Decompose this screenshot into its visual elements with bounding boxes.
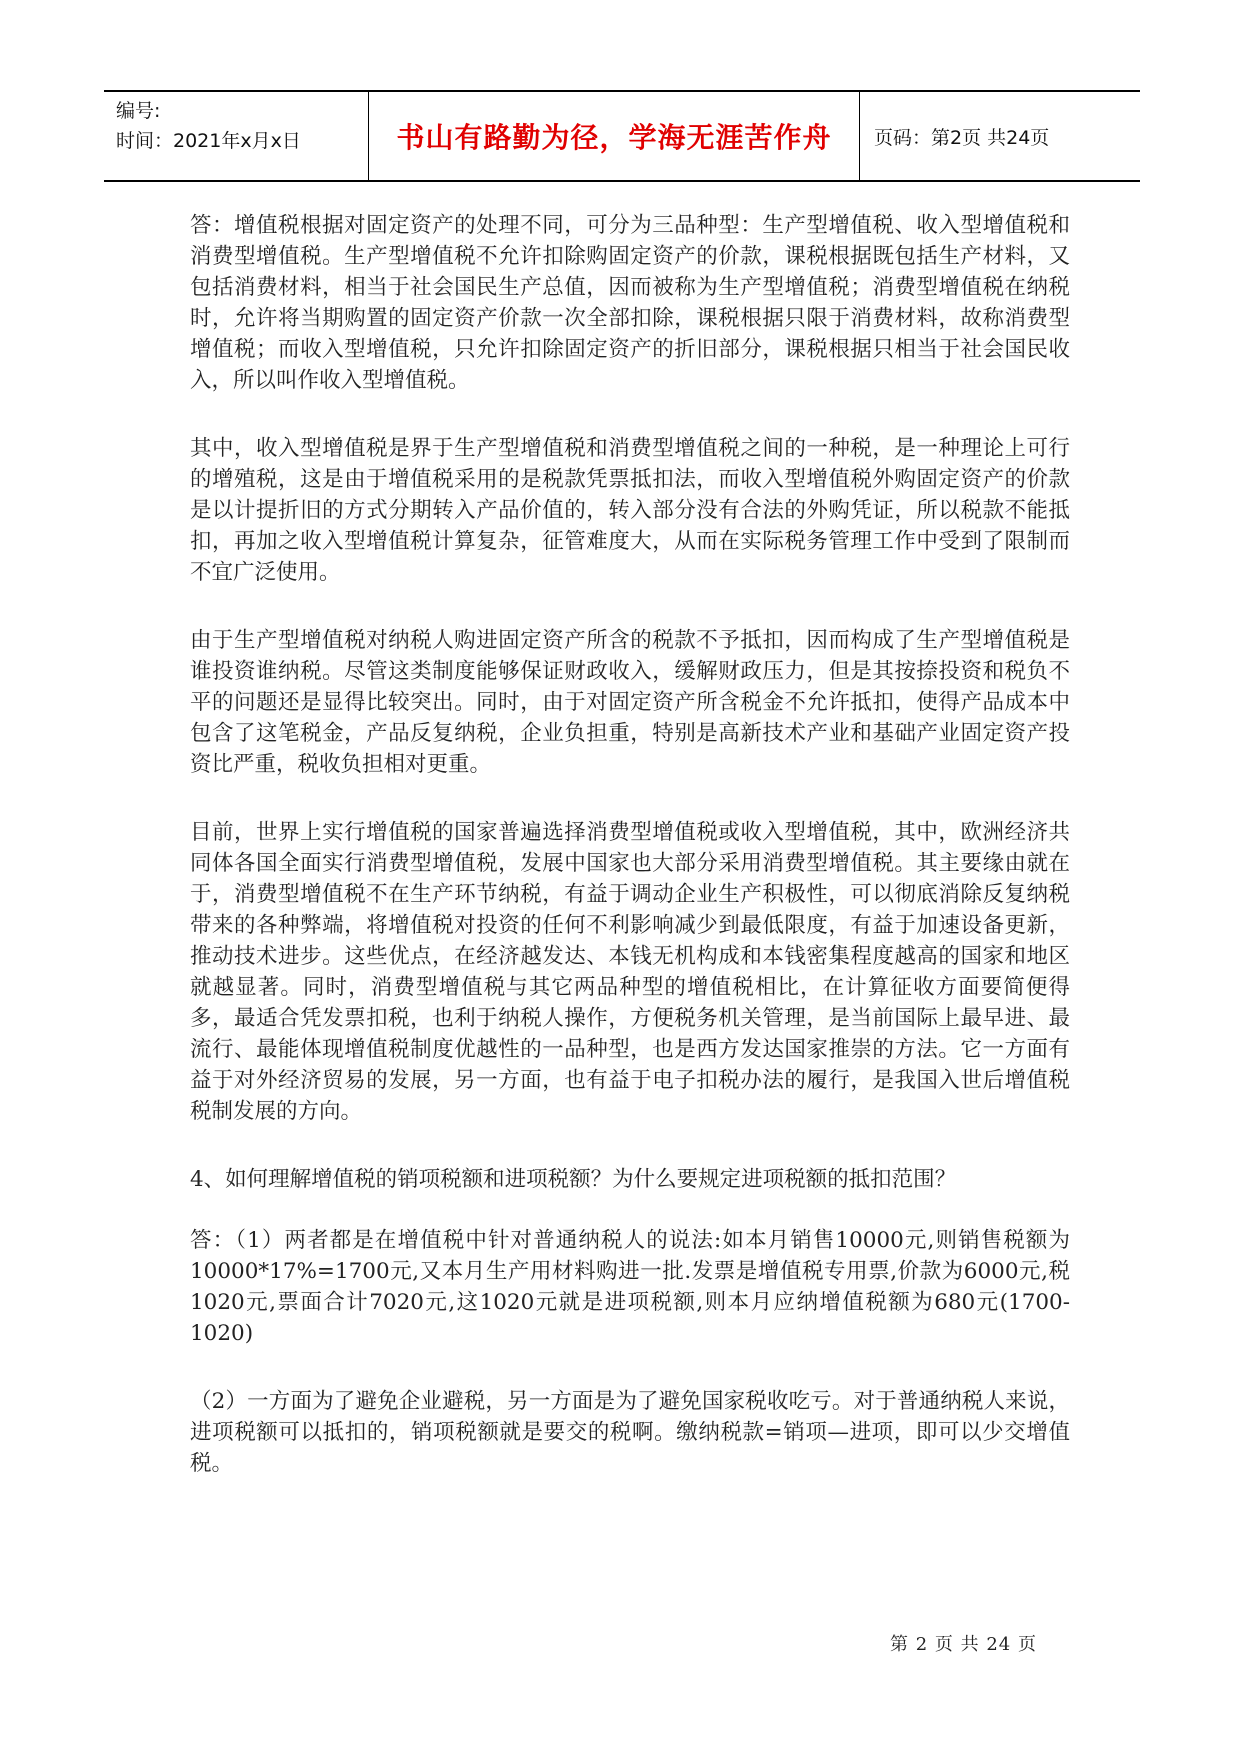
question-4: 4、如何理解增值税的销项税额和进项税额？为什么要规定进项税额的抵扣范围？ xyxy=(190,1167,957,1192)
paragraph-production-type: 由于生产型增值税对纳税人购进固定资产所含的税款不予抵扣，因而构成了生产型增值税是谁投资谁纳税。尽管这类制度能够保证财政收入，缓解财政压力，但是其按捺投资和税负不平的问题还是显得比较突出。同时，由于对固定资产所含税金不允许抵扣，使得产品成本中包含了这笔税金，产品反复纳税，企业负担重，特别是高新技术产业和基础产业固定资产投资比严重，税收负担相对更重。 xyxy=(190,628,1070,777)
page-header xyxy=(104,90,1140,182)
document-number-label: 编号: xyxy=(116,100,161,122)
header-meta xyxy=(104,92,369,180)
document-body xyxy=(190,210,1070,1516)
answer-part-2: （2）一方面为了避免企业避税，另一方面是为了避免国家税收吃亏。对于普通纳税人来说，进项税额可以抵扣的，销项税额就是要交的税啊。缴纳税款=销项—进项，即可以少交增值税。 xyxy=(190,1389,1070,1476)
document-time-label: 时间：2021年x月x日 xyxy=(116,130,301,152)
answer-paragraph-types: 答：增值税根据对固定资产的处理不同，可分为三品种型：生产型增值税、收入型增值税和消费型增值税。生产型增值税不允许扣除购固定资产的价款，课税根据既包括生产材料，又包括消费材料，相当于社会国民生产总值，因而被称为生产型增值税；消费型增值税在纳税时，允许将当期购置的固定资产价款一次全部扣除，课税根据只限于消费材料，故称消费型增值税；而收入型增值税，只允许扣除固定资产的折旧部分，课税根据只相当于社会国民收入，所以叫作收入型增值税。 xyxy=(190,213,1070,393)
header-motto: 书山有路勤为径，学海无涯苦作舟 xyxy=(369,92,860,180)
header-page-label: 页码：第2页 共24页 xyxy=(874,126,1050,149)
paragraph-income-type: 其中，收入型增值税是界于生产型增值税和消费型增值税之间的一种税，是一种理论上可行的增殖税，这是由于增值税采用的是税款凭票抵扣法，而收入型增值税外购固定资产的价款是以计提折旧的方式分期转入产品价值的，转入部分没有合法的外购凭证，所以税款不能抵扣，再加之收入型增值税计算复杂，征管难度大，从而在实际税务管理工作中受到了限制而不宜广泛使用。 xyxy=(190,436,1070,585)
answer-part-1: 答：（1）两者都是在增值税中针对普通纳税人的说法:如本月销售10000元,则销售税额为10000*17%=1700元,又本月生产用材料购进一批.发票是增值税专用票,价款为6000元,税1020元,票面合计7020元,这1020元就是进项税额,则本月应纳增值税额为680元(1700-1020) xyxy=(190,1228,1070,1346)
paragraph-consumption-type: 目前，世界上实行增值税的国家普遍选择消费型增值税或收入型增值税，其中，欧洲经济共同体各国全面实行消费型增值税，发展中国家也大部分采用消费型增值税。其主要缘由就在于，消费型增值税不在生产环节纳税，有益于调动企业生产积极性，可以彻底消除反复纳税带来的各种弊端，将增值税对投资的任何不利影响减少到最低限度，有益于加速设备更新，推动技术进步。这些优点，在经济越发达、本钱无机构成和本钱密集程度越高的国家和地区就越显著。同时，消费型增值税与其它两品种型的增值税相比，在计算征收方面要简便得多，最适合凭发票扣税，也利于纳税人操作，方便税务机关管理，是当前国际上最早进、最流行、最能体现增值税制度优越性的一品种型，也是西方发达国家推崇的方法。它一方面有益于对外经济贸易的发展，另一方面，也有益于电子扣税办法的履行，是我国入世后增值税税制发展的方向。 xyxy=(190,820,1070,1124)
page-footer: 第 2 页 共 24 页 xyxy=(890,1634,1037,1655)
